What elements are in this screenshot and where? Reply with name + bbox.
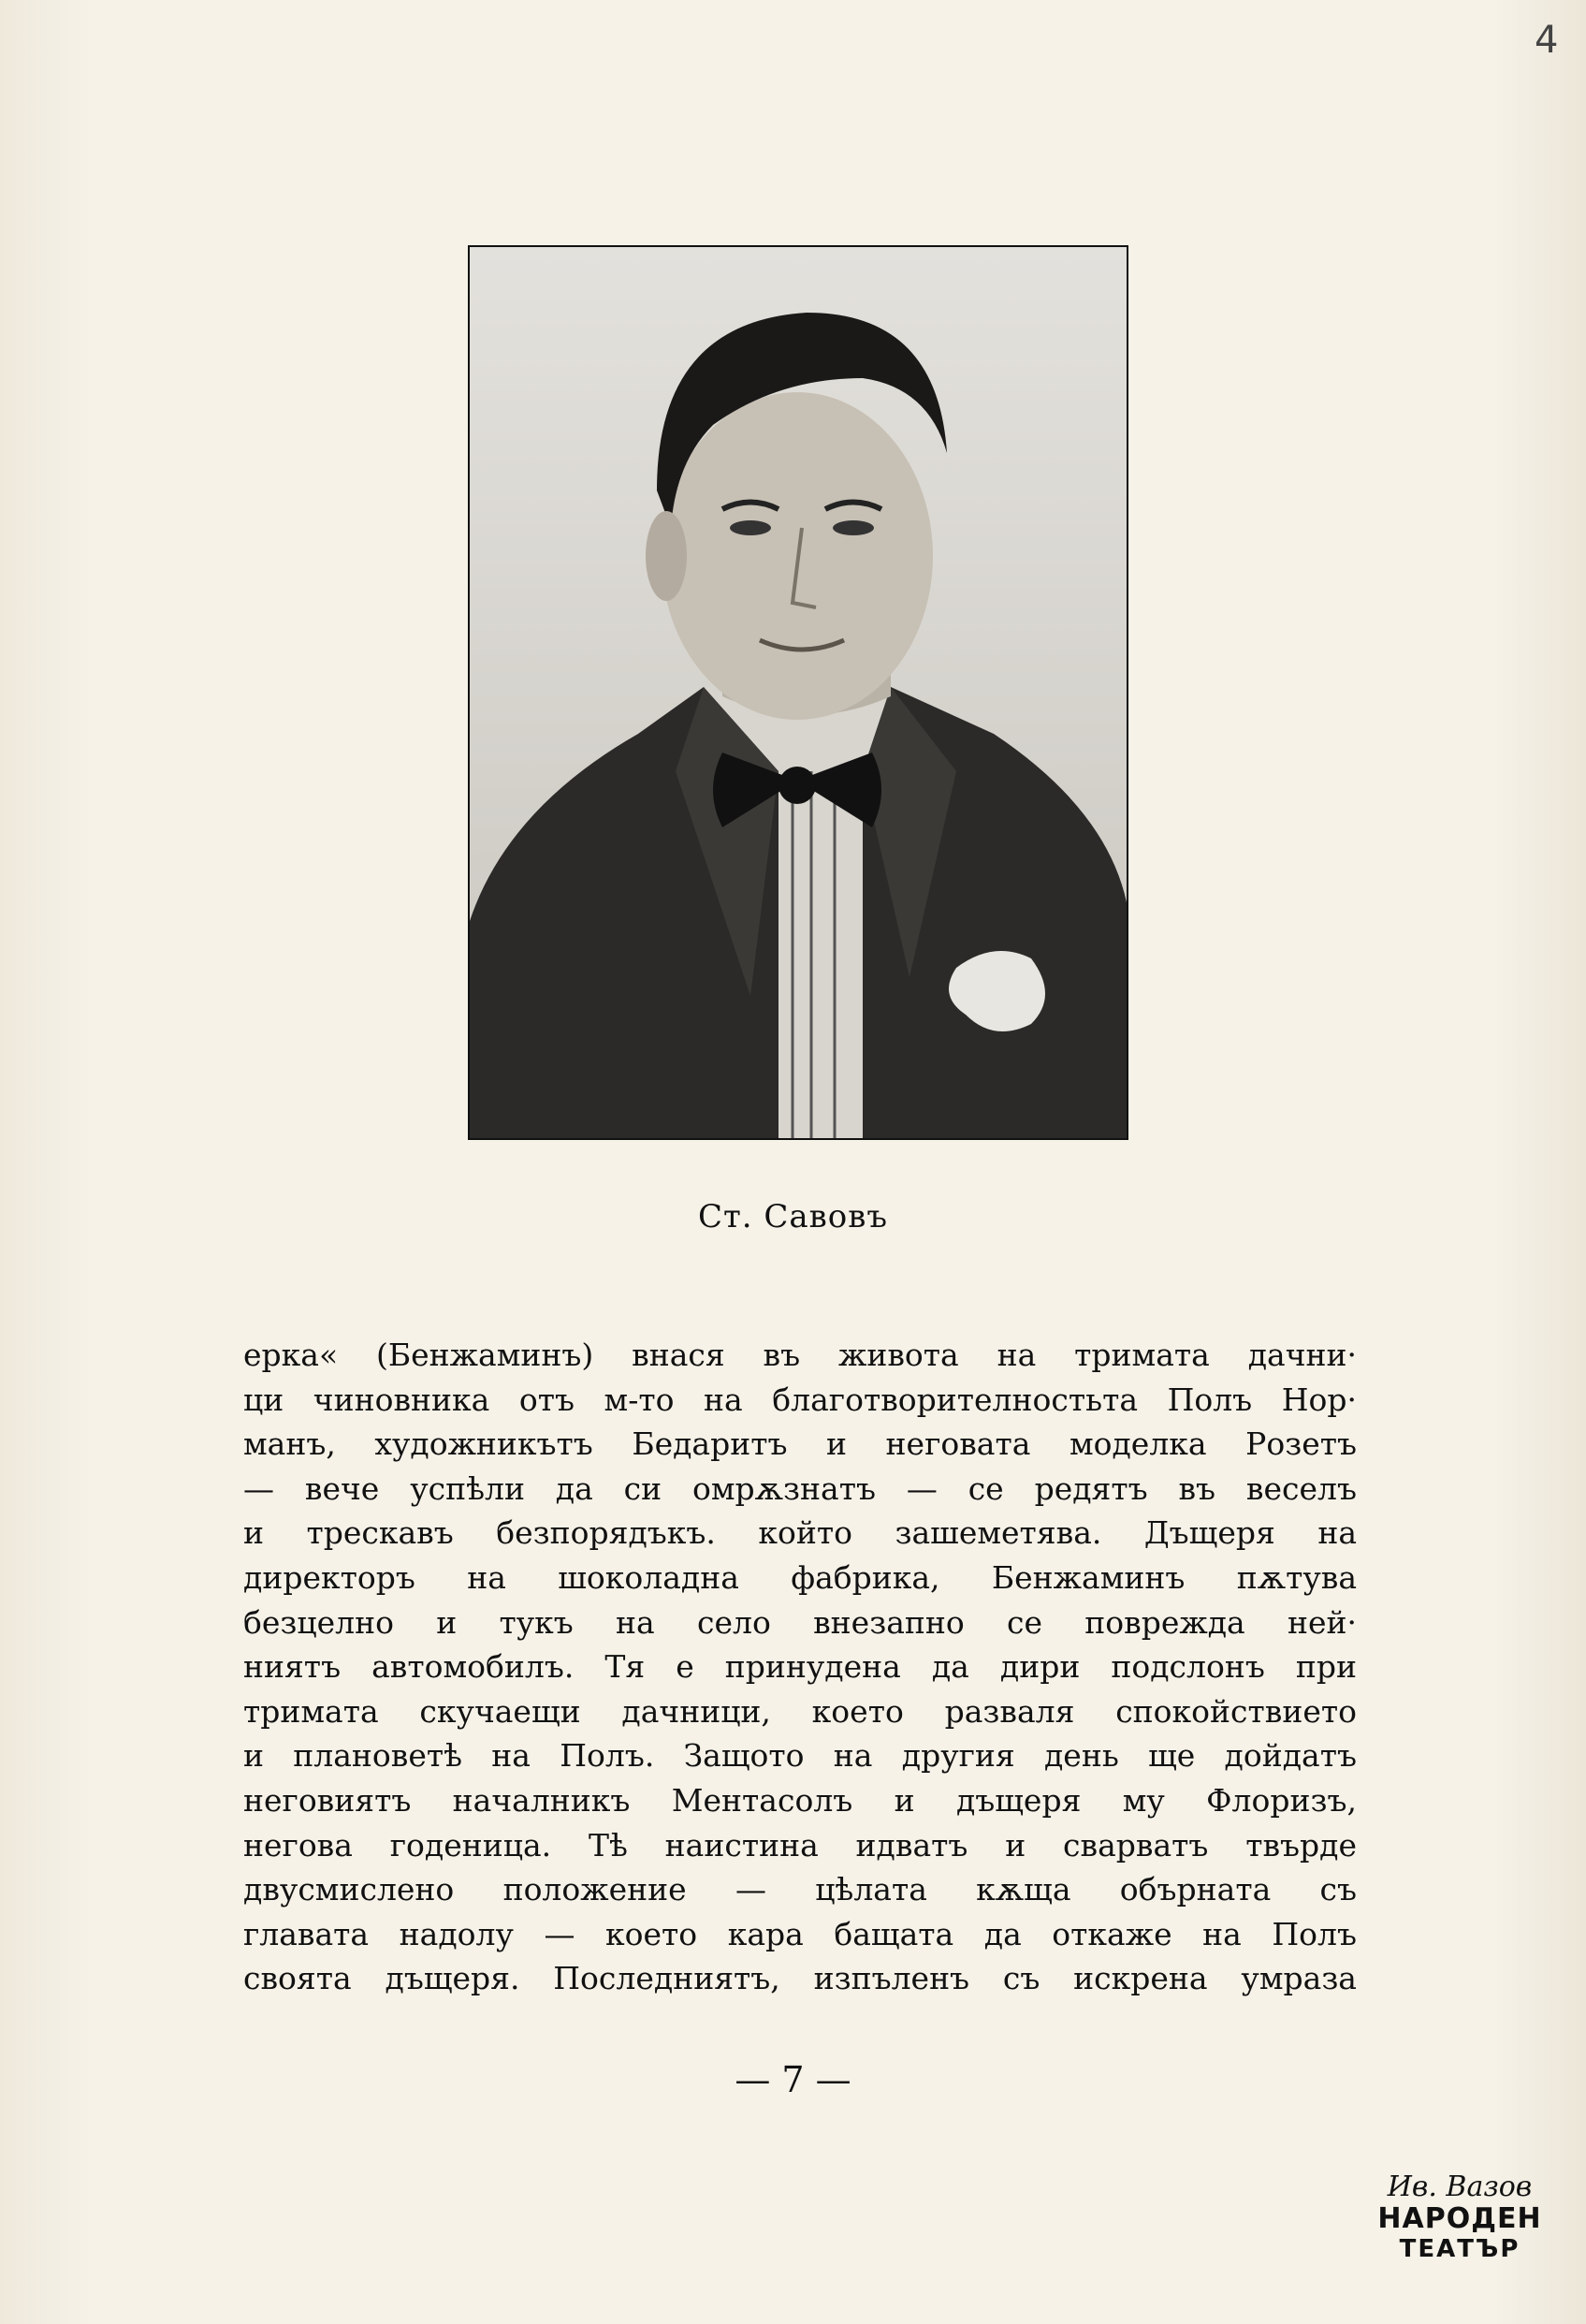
photo-caption: Ст. Савовъ [697,1198,889,1235]
text-line: и трескавъ безпорядъкъ. който зашеметява. Дъщеря на [243,1514,1357,1552]
portrait-photo [468,245,1128,1140]
page-number: — 7 — [735,2059,851,2100]
body-paragraph [243,1333,1357,2001]
text-line: манъ, художникътъ Бедаритъ и неговата моделка Розетъ [243,1425,1357,1463]
text-line: своята дъщеря. Последниятъ, изпъленъ съ искрена умраза [243,1960,1357,1997]
text-line: и плановетѣ на Полъ. Защото на другия день ще дойдатъ [243,1737,1357,1775]
text-line: ерка« (Бенжаминъ) внася въ живота на тримата дачни· [243,1337,1357,1373]
text-line: негова годеница. Тѣ наистина идватъ и сварватъ твърде [243,1826,1357,1864]
portrait-illustration [470,247,1127,1138]
text-line: ниятъ автомобилъ. Тя е принудена да дири подслонъ при [243,1648,1357,1686]
text-line: главата надолу — което кара бащата да откаже на Полъ [243,1915,1357,1952]
logo-text-line2: ТЕАТЪР [1399,2235,1521,2263]
logo-text-line1: НАРОДЕН [1377,2202,1542,2235]
text-line: неговиятъ началникъ Ментасолъ и дъщеря му Флоризъ, [243,1781,1357,1819]
text-line: директоръ на шоколадна фабрика, Бенжаминъ пѫтува [243,1558,1357,1596]
text-line: тримата скучаещи дачници, което разваля спокойствието [243,1692,1357,1730]
theatre-logo [1375,2171,1544,2284]
corner-page-mark: 4 [1535,19,1559,62]
text-line: безцелно и тукъ на село внезапно се поврежда ней· [243,1603,1357,1641]
text-line: — вече успѣли да си омрѫзнатъ — се редятъ въ веселъ [243,1469,1357,1507]
text-line: двусмислено положение — цѣлата кѫща обърната съ [243,1871,1357,1908]
text-line: ци чиновника отъ м-то на благотворителностьта Полъ Нор· [243,1381,1357,1418]
logo-signature: Ив. Вазов [1387,2171,1533,2203]
